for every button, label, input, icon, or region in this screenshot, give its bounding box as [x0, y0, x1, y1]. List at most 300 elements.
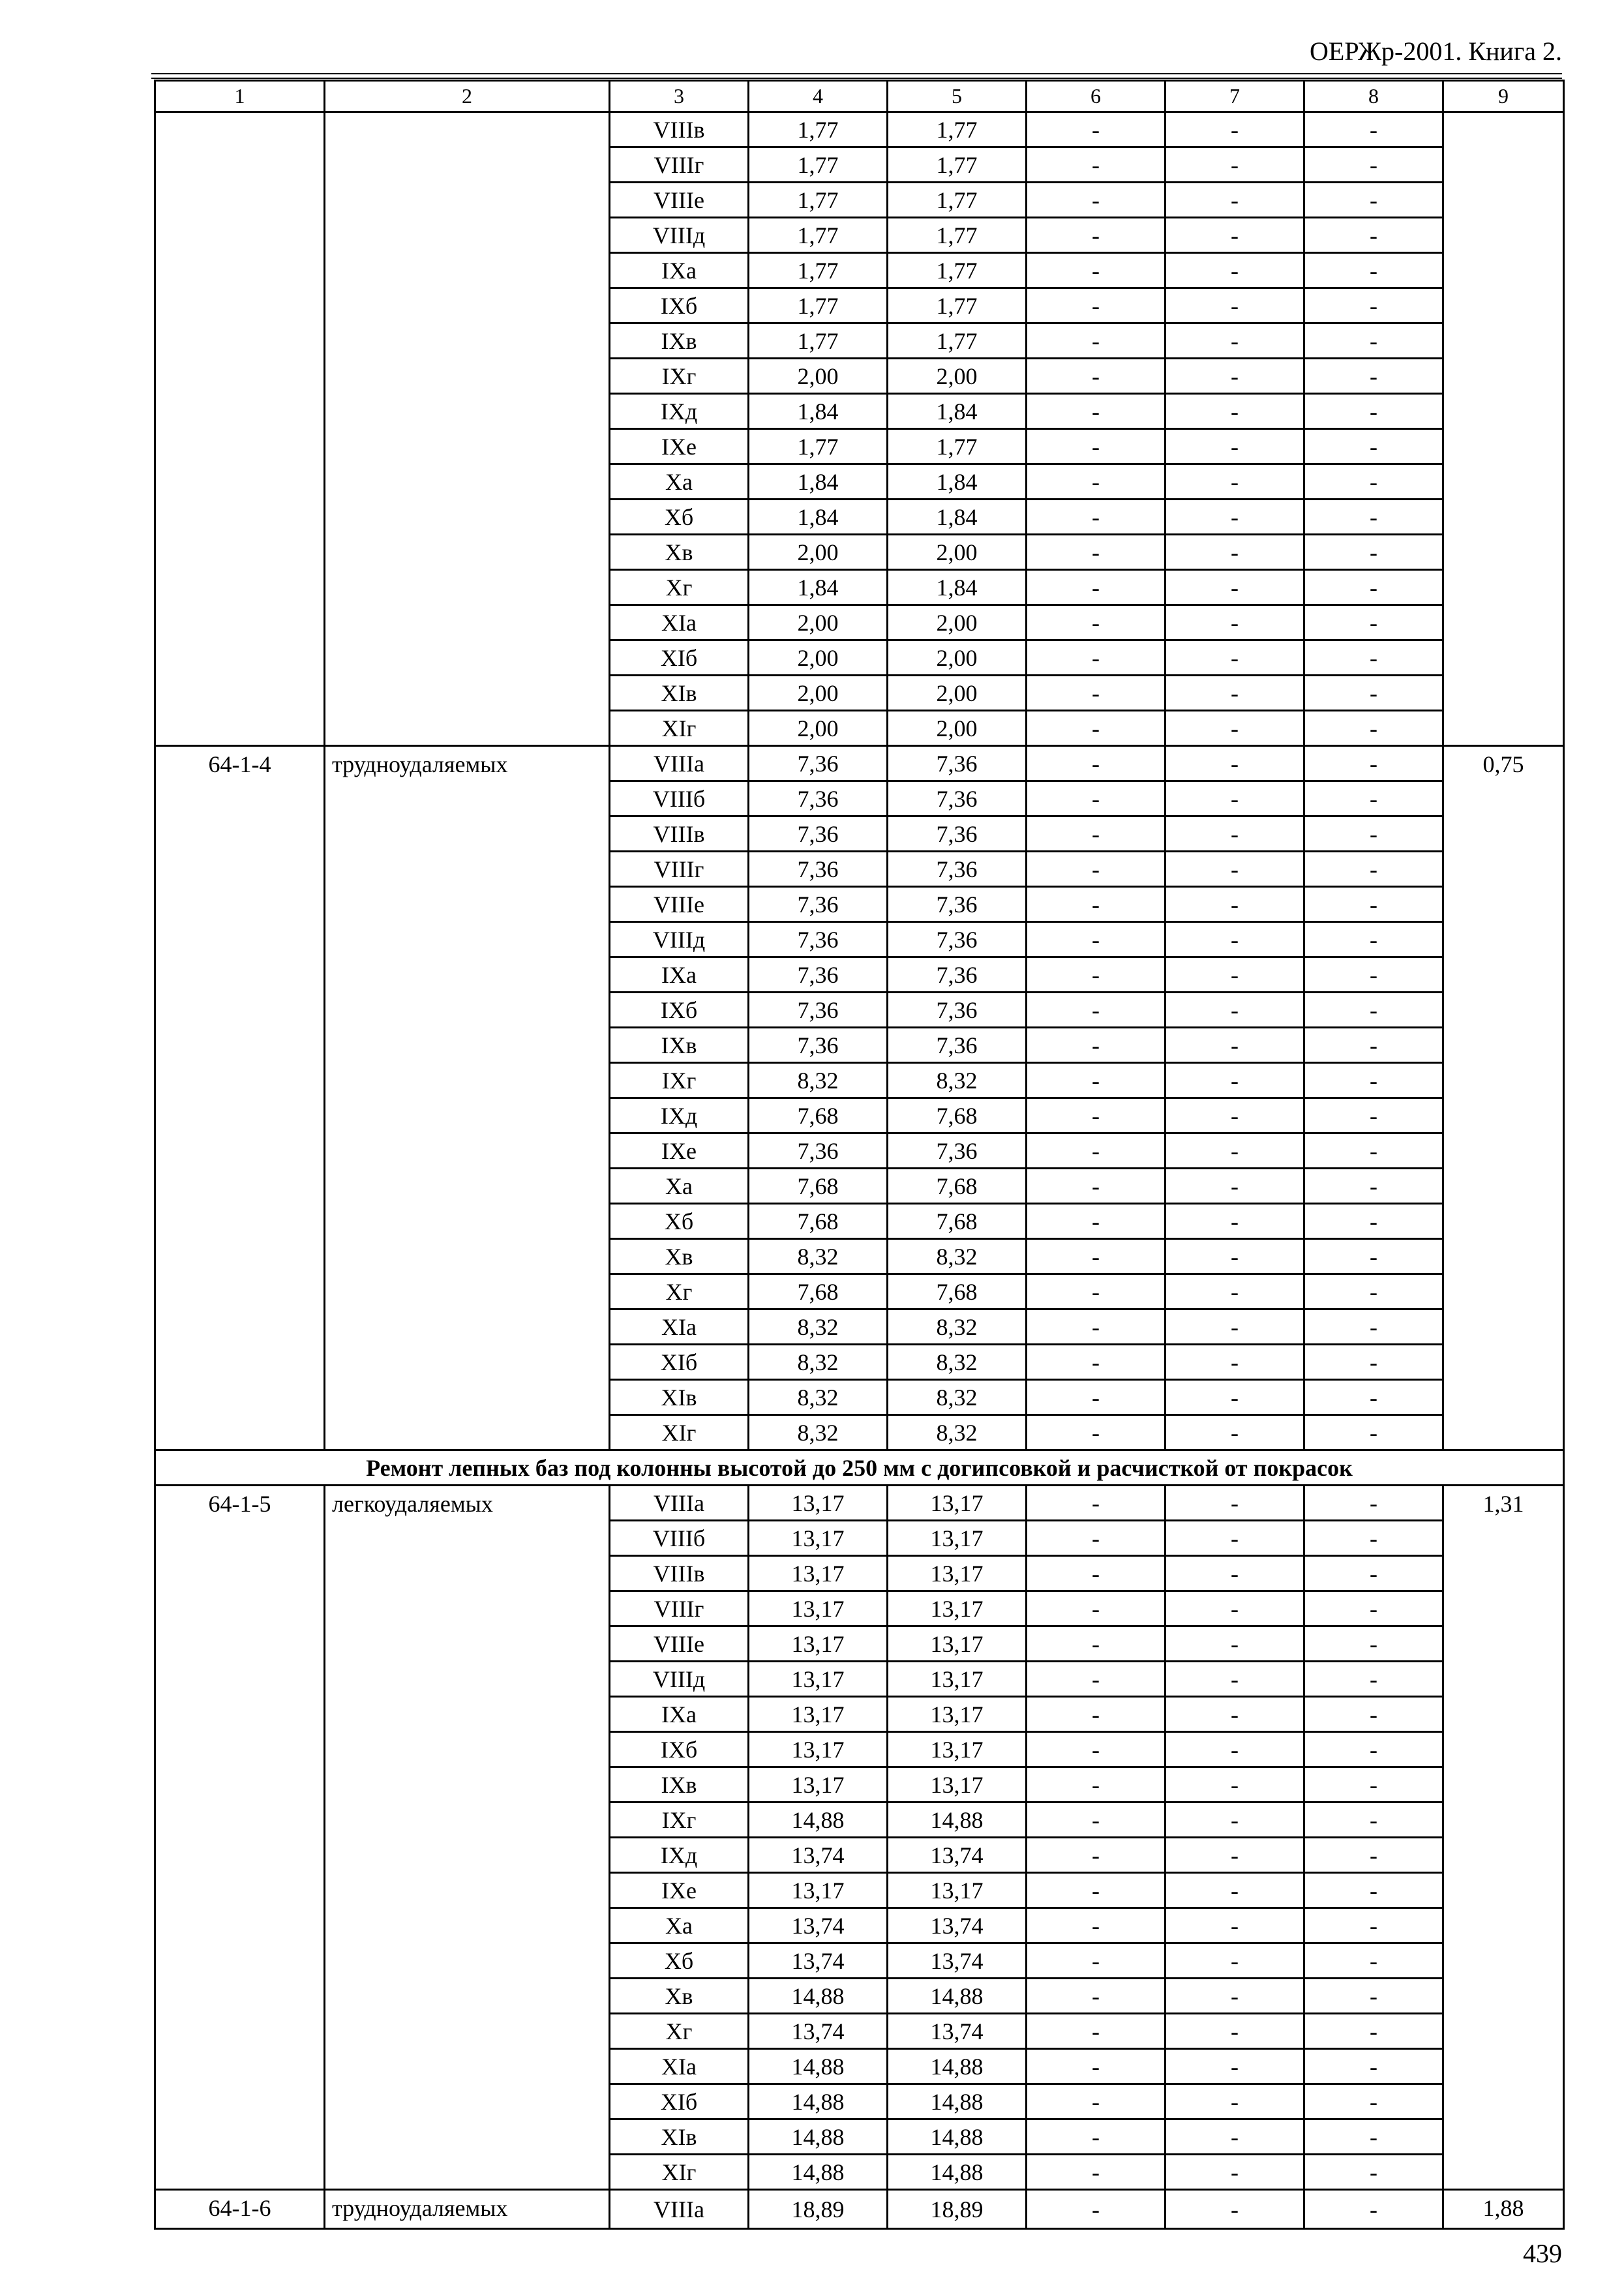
value-cell: - — [1304, 781, 1443, 816]
zone-cell: XIг — [610, 1415, 749, 1450]
value-cell: 7,68 — [888, 1204, 1027, 1239]
zone-cell: VIIIе — [610, 183, 749, 218]
zone-cell: IXа — [610, 1697, 749, 1732]
value-cell: - — [1027, 1063, 1165, 1098]
value-cell: - — [1027, 993, 1165, 1028]
value-cell: - — [1027, 1803, 1165, 1838]
value-cell: - — [1165, 429, 1304, 464]
value-cell: - — [1304, 852, 1443, 887]
value-cell: - — [1165, 570, 1304, 605]
value-cell: 14,88 — [749, 1979, 888, 2014]
coefficient-cell: 1,31 — [1443, 1486, 1564, 2190]
value-cell: - — [1304, 500, 1443, 535]
value-cell: - — [1304, 394, 1443, 429]
value-cell: - — [1165, 253, 1304, 288]
value-cell: 7,36 — [749, 816, 888, 852]
value-cell: 7,68 — [749, 1169, 888, 1204]
zone-cell: IXв — [610, 1028, 749, 1063]
value-cell: - — [1027, 1521, 1165, 1556]
zone-cell: VIIIв — [610, 112, 749, 147]
zone-cell: XIб — [610, 640, 749, 676]
value-cell: - — [1165, 1697, 1304, 1732]
value-cell: - — [1027, 288, 1165, 323]
value-cell: - — [1027, 640, 1165, 676]
zone-cell: XIа — [610, 1309, 749, 1345]
value-cell: - — [1027, 1239, 1165, 1274]
zone-cell: VIIIб — [610, 781, 749, 816]
value-cell: 14,88 — [888, 2155, 1027, 2190]
value-cell: - — [1304, 1943, 1443, 1979]
header-rule — [151, 78, 1562, 79]
value-cell: - — [1027, 1028, 1165, 1063]
value-cell: 2,00 — [749, 535, 888, 570]
value-cell: 7,68 — [888, 1274, 1027, 1309]
column-number-cell: 2 — [325, 81, 610, 112]
coefficient-cell: 1,88 — [1443, 2190, 1564, 2229]
zone-cell: IXд — [610, 1838, 749, 1873]
value-cell: 7,36 — [888, 816, 1027, 852]
value-cell: 1,84 — [749, 464, 888, 500]
zone-cell: XIв — [610, 2119, 749, 2155]
table-row — [155, 746, 1564, 781]
value-cell: - — [1165, 183, 1304, 218]
value-cell: 2,00 — [888, 676, 1027, 711]
value-cell: 2,00 — [749, 359, 888, 394]
zone-cell: Xб — [610, 1943, 749, 1979]
description-cell: трудноудаляемых — [325, 746, 610, 1450]
value-cell: 13,17 — [749, 1591, 888, 1626]
value-cell: - — [1027, 218, 1165, 253]
value-cell: 13,17 — [749, 1486, 888, 1521]
value-cell: 2,00 — [888, 535, 1027, 570]
zone-cell: IXг — [610, 359, 749, 394]
zone-cell: VIIIг — [610, 147, 749, 183]
zone-cell: VIIIв — [610, 1556, 749, 1591]
zone-cell: Xг — [610, 570, 749, 605]
value-cell: - — [1165, 1838, 1304, 1873]
value-cell: 8,32 — [749, 1380, 888, 1415]
value-cell: - — [1165, 1028, 1304, 1063]
value-cell: 8,32 — [888, 1309, 1027, 1345]
zone-cell: VIIIг — [610, 852, 749, 887]
value-cell: 1,77 — [888, 253, 1027, 288]
value-cell: - — [1165, 1169, 1304, 1204]
column-number-cell: 1 — [155, 81, 325, 112]
value-cell: - — [1027, 112, 1165, 147]
value-cell: 13,17 — [888, 1732, 1027, 1767]
value-cell: 7,36 — [888, 1133, 1027, 1169]
zone-cell: XIв — [610, 1380, 749, 1415]
value-cell: - — [1304, 1626, 1443, 1662]
zone-cell: XIг — [610, 2155, 749, 2190]
value-cell: - — [1027, 253, 1165, 288]
zone-cell: IXе — [610, 429, 749, 464]
value-cell: - — [1304, 1098, 1443, 1133]
value-cell: - — [1165, 887, 1304, 922]
value-cell: 7,36 — [749, 1133, 888, 1169]
value-cell: - — [1165, 993, 1304, 1028]
value-cell: - — [1165, 676, 1304, 711]
value-cell: 1,77 — [888, 183, 1027, 218]
description-cell: трудноудаляемых — [325, 2190, 610, 2229]
value-cell: - — [1027, 2119, 1165, 2155]
value-cell: - — [1027, 1838, 1165, 1873]
value-cell: - — [1027, 1767, 1165, 1803]
value-cell: 13,17 — [749, 1521, 888, 1556]
zone-cell: IXб — [610, 993, 749, 1028]
value-cell: - — [1165, 464, 1304, 500]
value-cell: 14,88 — [888, 2084, 1027, 2119]
value-cell: - — [1304, 1521, 1443, 1556]
value-cell: - — [1165, 711, 1304, 746]
value-cell: 7,68 — [888, 1098, 1027, 1133]
value-cell: - — [1165, 2014, 1304, 2049]
value-cell: - — [1165, 1626, 1304, 1662]
value-cell: 8,32 — [888, 1380, 1027, 1415]
value-cell: 13,74 — [749, 2014, 888, 2049]
value-cell: - — [1304, 1063, 1443, 1098]
column-number-cell: 9 — [1443, 81, 1564, 112]
value-cell: - — [1304, 887, 1443, 922]
value-cell: - — [1304, 2084, 1443, 2119]
value-cell: - — [1304, 676, 1443, 711]
value-cell: 1,84 — [888, 570, 1027, 605]
zone-cell: Xг — [610, 2014, 749, 2049]
value-cell: - — [1027, 781, 1165, 816]
value-cell: 7,36 — [749, 746, 888, 781]
value-cell: - — [1027, 922, 1165, 957]
value-cell: 1,77 — [749, 323, 888, 359]
value-cell: - — [1165, 1345, 1304, 1380]
zone-cell: VIIIа — [610, 2190, 749, 2229]
value-cell: - — [1304, 711, 1443, 746]
value-cell: - — [1027, 1732, 1165, 1767]
zone-cell: VIIIг — [610, 1591, 749, 1626]
value-cell: - — [1165, 2049, 1304, 2084]
value-cell: 13,17 — [888, 1486, 1027, 1521]
zone-cell: IXд — [610, 394, 749, 429]
zone-cell: VIIIд — [610, 218, 749, 253]
value-cell: - — [1027, 429, 1165, 464]
value-cell: 2,00 — [888, 711, 1027, 746]
value-cell: 8,32 — [749, 1063, 888, 1098]
value-cell: 13,17 — [749, 1873, 888, 1908]
value-cell: 2,00 — [749, 676, 888, 711]
value-cell: - — [1304, 1415, 1443, 1450]
value-cell: - — [1165, 359, 1304, 394]
zone-cell: IXг — [610, 1803, 749, 1838]
value-cell: - — [1165, 1521, 1304, 1556]
zone-cell: IXб — [610, 1732, 749, 1767]
value-cell: 7,36 — [888, 957, 1027, 993]
value-cell: - — [1304, 1274, 1443, 1309]
value-cell: - — [1304, 1662, 1443, 1697]
value-cell: 13,17 — [888, 1521, 1027, 1556]
value-cell: 1,84 — [749, 394, 888, 429]
value-cell: - — [1304, 464, 1443, 500]
value-cell: - — [1304, 323, 1443, 359]
value-cell: - — [1304, 1979, 1443, 2014]
column-number-cell: 5 — [888, 81, 1027, 112]
value-cell: 8,32 — [749, 1239, 888, 1274]
value-cell: - — [1304, 993, 1443, 1028]
column-number-cell: 4 — [749, 81, 888, 112]
table-row — [155, 1486, 1564, 1521]
value-cell: - — [1027, 323, 1165, 359]
value-cell: - — [1027, 2190, 1165, 2229]
value-cell: - — [1304, 147, 1443, 183]
value-cell: 7,68 — [888, 1169, 1027, 1204]
column-number-cell: 7 — [1165, 81, 1304, 112]
value-cell: - — [1165, 2119, 1304, 2155]
value-cell: - — [1304, 605, 1443, 640]
zone-cell: Xб — [610, 500, 749, 535]
value-cell: - — [1027, 746, 1165, 781]
value-cell: 14,88 — [888, 1803, 1027, 1838]
zone-cell: IXб — [610, 288, 749, 323]
value-cell: 7,68 — [749, 1204, 888, 1239]
value-cell: 14,88 — [749, 1803, 888, 1838]
value-cell: 13,17 — [888, 1873, 1027, 1908]
value-cell: - — [1304, 2190, 1443, 2229]
zone-cell: Xв — [610, 1239, 749, 1274]
zone-cell: Xв — [610, 1979, 749, 2014]
value-cell: 2,00 — [888, 605, 1027, 640]
value-cell: 14,88 — [749, 2155, 888, 2190]
value-cell: - — [1165, 746, 1304, 781]
zone-cell: Xв — [610, 535, 749, 570]
value-cell: - — [1165, 1803, 1304, 1838]
value-cell: - — [1027, 1204, 1165, 1239]
value-cell: 13,74 — [749, 1838, 888, 1873]
value-cell: - — [1165, 288, 1304, 323]
value-cell: 1,77 — [888, 288, 1027, 323]
value-cell: - — [1165, 957, 1304, 993]
value-cell: 8,32 — [749, 1415, 888, 1450]
page-number: 439 — [1523, 2239, 1562, 2268]
value-cell: - — [1165, 1415, 1304, 1450]
zone-cell: VIIIв — [610, 816, 749, 852]
zone-cell: Xа — [610, 1169, 749, 1204]
value-cell: - — [1027, 1943, 1165, 1979]
value-cell: - — [1027, 1979, 1165, 2014]
value-cell: - — [1304, 1803, 1443, 1838]
value-cell: 2,00 — [749, 640, 888, 676]
value-cell: - — [1165, 922, 1304, 957]
value-cell: - — [1304, 957, 1443, 993]
rate-code-cell: 64-1-5 — [155, 1486, 325, 2190]
value-cell: - — [1304, 1486, 1443, 1521]
value-cell: - — [1304, 1309, 1443, 1345]
value-cell: - — [1165, 1943, 1304, 1979]
value-cell: - — [1165, 1063, 1304, 1098]
zone-cell: VIIIе — [610, 887, 749, 922]
value-cell: 1,77 — [888, 429, 1027, 464]
value-cell: 1,77 — [749, 183, 888, 218]
value-cell: - — [1304, 429, 1443, 464]
value-cell: 7,36 — [749, 993, 888, 1028]
value-cell: - — [1165, 1908, 1304, 1943]
value-cell: - — [1027, 1415, 1165, 1450]
value-cell: - — [1027, 1908, 1165, 1943]
value-cell: - — [1304, 1239, 1443, 1274]
value-cell: - — [1027, 2014, 1165, 2049]
value-cell: - — [1027, 1098, 1165, 1133]
value-cell: - — [1165, 1133, 1304, 1169]
value-cell: - — [1165, 323, 1304, 359]
rate-code-cell: 64-1-6 — [155, 2190, 325, 2229]
value-cell: - — [1027, 1873, 1165, 1908]
value-cell: - — [1027, 1274, 1165, 1309]
value-cell: 1,77 — [749, 218, 888, 253]
column-number-cell: 8 — [1304, 81, 1443, 112]
value-cell: - — [1165, 1591, 1304, 1626]
zone-cell: VIIIд — [610, 922, 749, 957]
value-cell: - — [1304, 1028, 1443, 1063]
value-cell: 13,74 — [749, 1908, 888, 1943]
value-cell: - — [1027, 711, 1165, 746]
value-cell: - — [1304, 1133, 1443, 1169]
value-cell: 13,17 — [888, 1556, 1027, 1591]
value-cell: 18,89 — [888, 2190, 1027, 2229]
value-cell: 13,74 — [888, 1943, 1027, 1979]
value-cell: - — [1027, 2084, 1165, 2119]
value-cell: - — [1304, 2155, 1443, 2190]
value-cell: - — [1304, 1169, 1443, 1204]
coefficient-cell: 0,75 — [1443, 746, 1564, 1450]
value-cell: - — [1165, 1662, 1304, 1697]
value-cell: - — [1165, 2190, 1304, 2229]
value-cell: - — [1304, 288, 1443, 323]
value-cell: 7,36 — [749, 957, 888, 993]
value-cell: 14,88 — [888, 2119, 1027, 2155]
value-cell: - — [1165, 852, 1304, 887]
value-cell: - — [1304, 359, 1443, 394]
rates-table — [154, 80, 1565, 2230]
value-cell: - — [1027, 1697, 1165, 1732]
value-cell: 7,36 — [888, 887, 1027, 922]
value-cell: - — [1304, 640, 1443, 676]
value-cell: - — [1027, 359, 1165, 394]
value-cell: - — [1165, 1556, 1304, 1591]
value-cell: 13,17 — [888, 1626, 1027, 1662]
value-cell: - — [1027, 2049, 1165, 2084]
value-cell: 13,17 — [749, 1662, 888, 1697]
value-cell: 13,17 — [888, 1662, 1027, 1697]
zone-cell: XIб — [610, 2084, 749, 2119]
value-cell: - — [1165, 1380, 1304, 1415]
value-cell: - — [1304, 1591, 1443, 1626]
document-header: ОЕРЖр-2001. Книга 2. — [1310, 37, 1562, 66]
zone-cell: XIа — [610, 2049, 749, 2084]
value-cell: - — [1304, 2014, 1443, 2049]
value-cell: - — [1304, 218, 1443, 253]
section-row — [155, 1450, 1564, 1486]
value-cell: - — [1304, 2049, 1443, 2084]
zone-cell: XIб — [610, 1345, 749, 1380]
value-cell: 13,17 — [888, 1767, 1027, 1803]
zone-cell: XIа — [610, 605, 749, 640]
value-cell: - — [1165, 1239, 1304, 1274]
value-cell: 1,77 — [749, 112, 888, 147]
value-cell: - — [1304, 1873, 1443, 1908]
value-cell: - — [1027, 1133, 1165, 1169]
zone-cell: VIIIб — [610, 1521, 749, 1556]
rate-code-cell: 64-1-4 — [155, 746, 325, 1450]
value-cell: 18,89 — [749, 2190, 888, 2229]
value-cell: - — [1304, 1345, 1443, 1380]
zone-cell: VIIIд — [610, 1662, 749, 1697]
value-cell: 7,36 — [749, 922, 888, 957]
value-cell: - — [1304, 1838, 1443, 1873]
value-cell: - — [1304, 1908, 1443, 1943]
value-cell: 7,36 — [888, 922, 1027, 957]
column-number-cell: 6 — [1027, 81, 1165, 112]
value-cell: 13,74 — [888, 1838, 1027, 1873]
value-cell: - — [1165, 218, 1304, 253]
value-cell: - — [1027, 1486, 1165, 1521]
value-cell: 14,88 — [749, 2049, 888, 2084]
value-cell: - — [1165, 640, 1304, 676]
value-cell: - — [1304, 2119, 1443, 2155]
coefficient-cell — [1443, 112, 1564, 746]
value-cell: - — [1304, 112, 1443, 147]
value-cell: 1,84 — [888, 464, 1027, 500]
zone-cell: IXе — [610, 1873, 749, 1908]
value-cell: 14,88 — [888, 1979, 1027, 2014]
value-cell: 13,17 — [749, 1697, 888, 1732]
value-cell: - — [1165, 816, 1304, 852]
zone-cell: XIв — [610, 676, 749, 711]
zone-cell: IXв — [610, 1767, 749, 1803]
value-cell: - — [1165, 394, 1304, 429]
value-cell: 2,00 — [749, 711, 888, 746]
value-cell: 8,32 — [888, 1345, 1027, 1380]
value-cell: 1,77 — [749, 288, 888, 323]
value-cell: - — [1027, 887, 1165, 922]
value-cell: 1,84 — [749, 500, 888, 535]
value-cell: - — [1027, 1626, 1165, 1662]
value-cell: - — [1165, 2155, 1304, 2190]
value-cell: - — [1165, 1873, 1304, 1908]
value-cell: 8,32 — [888, 1239, 1027, 1274]
value-cell: - — [1304, 816, 1443, 852]
value-cell: 7,36 — [888, 852, 1027, 887]
value-cell: - — [1304, 1556, 1443, 1591]
value-cell: - — [1165, 500, 1304, 535]
value-cell: - — [1304, 535, 1443, 570]
value-cell: 1,77 — [749, 253, 888, 288]
zone-cell: IXа — [610, 253, 749, 288]
value-cell: - — [1027, 1662, 1165, 1697]
value-cell: 14,88 — [749, 2119, 888, 2155]
table-row — [155, 2190, 1564, 2229]
value-cell: - — [1027, 852, 1165, 887]
value-cell: 7,36 — [888, 746, 1027, 781]
zone-cell: Xа — [610, 464, 749, 500]
value-cell: - — [1027, 500, 1165, 535]
value-cell: 13,17 — [749, 1732, 888, 1767]
value-cell: - — [1165, 1732, 1304, 1767]
zone-cell: IXг — [610, 1063, 749, 1098]
value-cell: 7,36 — [888, 781, 1027, 816]
value-cell: - — [1027, 1309, 1165, 1345]
zone-cell: IXд — [610, 1098, 749, 1133]
value-cell: 7,36 — [749, 1028, 888, 1063]
value-cell: - — [1165, 605, 1304, 640]
value-cell: - — [1027, 2155, 1165, 2190]
value-cell: 8,32 — [749, 1309, 888, 1345]
